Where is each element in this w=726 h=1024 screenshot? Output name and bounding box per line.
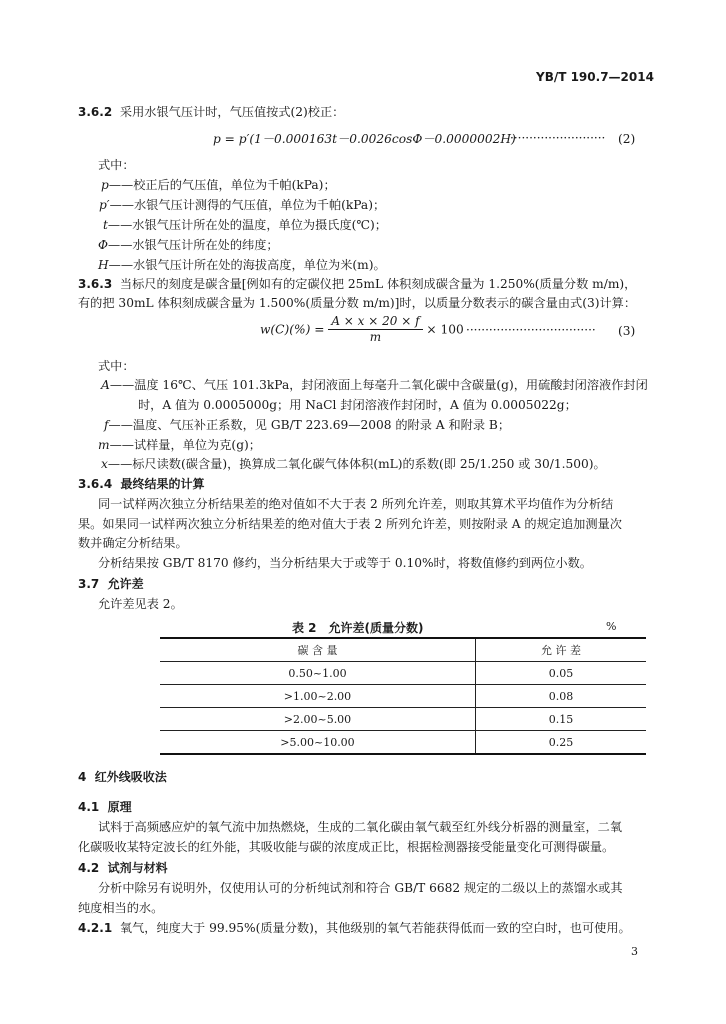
cell-carbon: >5.00~10.00 <box>160 731 475 755</box>
fraction-denominator: m <box>369 330 382 344</box>
definition-symbol: f <box>104 418 109 432</box>
definition-text: ——试样量，单位为克(g)； <box>109 438 261 452</box>
column-header-allowance: 允 许 差 <box>475 638 646 662</box>
table-row <box>160 662 646 685</box>
definition-symbol: p <box>101 178 109 192</box>
definition-symbol: H <box>98 258 109 272</box>
table-row <box>160 708 646 731</box>
definition-text: ——校正后的气压值，单位为千帕(kPa)； <box>108 178 336 192</box>
table-caption: 表 2 允许差(质量分数) <box>292 621 424 635</box>
paragraph-line: 果。如果同一试样两次独立分析结果差的绝对值大于表 2 所列允许差，则按附录 A 的规定追加测量次 <box>78 517 622 531</box>
cell-allowance: 0.15 <box>475 708 646 731</box>
definition-text: ——水银气压计所在处的温度，单位为摄氏度(℃)； <box>107 218 387 232</box>
section-4-2-1 <box>78 920 631 936</box>
section-number: 3.7 <box>78 577 100 591</box>
section-number: 4.1 <box>78 800 100 814</box>
fraction-numerator: A × x × 20 × f <box>328 314 422 330</box>
section-number: 3.6.3 <box>78 277 113 291</box>
section-4-2-heading <box>78 860 168 876</box>
definition-symbol: m <box>98 438 110 452</box>
cell-carbon: >1.00~2.00 <box>160 685 475 708</box>
definition-t <box>103 217 387 233</box>
formula-3 <box>260 314 464 345</box>
page-number: 3 <box>631 945 638 958</box>
definition-text: ——温度、气压补正系数，见 GB/T 223.69—2008 的附录 A 和附录 B； <box>108 418 511 432</box>
definition-text: ——水银气压计所在处的海拔高度，单位为米(m)。 <box>108 258 386 272</box>
section-3-6-3 <box>78 276 636 292</box>
table-row <box>160 731 646 755</box>
cell-allowance: 0.05 <box>475 662 646 685</box>
paragraph-line: 试料于高频感应炉的氧气流中加热燃烧，生成的二氧化碳由氧气载至红外线分析器的测量室，二氧 <box>98 820 623 834</box>
definition-f <box>104 417 510 433</box>
cell-allowance: 0.25 <box>475 731 646 755</box>
section-title: 红外线吸收法 <box>94 770 167 784</box>
formula-2: p = p′(1－0.000163t－0.0026cosΦ－0.0000002H) <box>213 132 516 146</box>
definition-text: ——标尺读数(碳含量)，换算成二氧化碳气体体积(mL)的系数(即 25/1.250 或 30/1.500)。 <box>107 457 606 471</box>
formula-3-leader: ·································· <box>466 323 596 337</box>
paragraph-line: 数并确定分析结果。 <box>78 536 188 550</box>
cell-carbon: 0.50~1.00 <box>160 662 475 685</box>
paragraph-line: 纯度相当的水。 <box>78 901 164 915</box>
formula-3-rhs: × 100 <box>426 322 464 337</box>
definition-text: ——水银气压计测得的气压值，单位为千帕(kPa)； <box>109 198 386 212</box>
section-number: 4.2.1 <box>78 921 113 935</box>
formula-3-lhs: w(C)(%) = <box>260 322 325 337</box>
definition-a-cont: 时，A 值为 0.0005000g；用 NaCl 封闭溶液作封闭时，A 值为 0.0005022g； <box>138 398 577 412</box>
section-text-line2: 有的把 30mL 体积刻成碳含量为 1.500%(质量分数 m/m)]时，以质量分数表示的碳含量由式(3)计算： <box>78 296 637 310</box>
section-text: 氧气，纯度大于 99.95%(质量分数)，其他级别的氧气若能获得低而一致的空白时，也可使用。 <box>119 921 631 935</box>
section-3-6-2 <box>78 104 344 120</box>
formula-3-fraction <box>328 314 422 345</box>
section-4-1-heading <box>78 799 132 815</box>
definition-phi <box>98 237 279 253</box>
paragraph-line: 允许差见表 2。 <box>98 597 183 611</box>
standard-code: YB/T 190.7—2014 <box>536 70 654 84</box>
paragraph-line: 分析结果按 GB/T 8170 修约，当分析结果大于或等于 0.10%时，将数值修约到两位小数。 <box>98 556 592 570</box>
definition-h <box>98 257 386 273</box>
section-number: 3.6.4 <box>78 477 113 491</box>
section-number: 4 <box>78 770 87 784</box>
paragraph-line: 分析中除另有说明外，仅使用认可的分析纯试剂和符合 GB/T 6682 规定的二级以上的蒸馏水或其 <box>98 881 623 895</box>
table-row <box>160 685 646 708</box>
definition-p-prime <box>99 197 385 213</box>
cell-carbon: >2.00~5.00 <box>160 708 475 731</box>
section-title: 允许差 <box>107 577 144 591</box>
definition-m <box>98 437 261 453</box>
table-unit: % <box>606 620 617 633</box>
table-header-row <box>160 638 646 662</box>
where-label: 式中： <box>98 359 135 373</box>
equation-number-3: (3) <box>618 324 636 338</box>
equation-number-2: (2) <box>618 132 636 146</box>
definition-x <box>101 456 606 472</box>
paragraph-line: 同一试样两次独立分析结果差的绝对值如不大于表 2 所列允许差，则取其算术平均值作为分析结 <box>98 497 614 511</box>
definition-symbol: A <box>101 378 110 392</box>
section-title: 最终结果的计算 <box>120 477 205 491</box>
allowance-table <box>160 637 646 755</box>
cell-allowance: 0.08 <box>475 685 646 708</box>
definition-text: ——温度 16℃、气压 101.3kPa，封闭液面上每毫升二氧化碳中含碳量(g)，用硫酸封闭溶液作封闭 <box>109 378 648 392</box>
section-4-heading <box>78 769 167 785</box>
definition-text: ——水银气压计所在处的纬度； <box>108 238 279 252</box>
definition-symbol: t <box>103 218 108 232</box>
section-number: 3.6.2 <box>78 105 113 119</box>
section-number: 4.2 <box>78 861 100 875</box>
section-title: 原理 <box>107 800 132 814</box>
section-3-7-heading <box>78 576 144 592</box>
definition-p <box>101 177 336 193</box>
definition-a <box>101 377 648 393</box>
section-text-line1: 当标尺的刻度是碳含量[例如有的定碳仪把 25mL 体积刻成碳含量为 1.250%(质量分数 m/m)， <box>119 277 637 291</box>
paragraph-line: 化碳吸收某特定波长的红外能，其吸收能与碳的浓度成正比，根据检测器接受能量变化可测得碳量。 <box>78 840 615 854</box>
section-3-6-4-heading <box>78 476 205 492</box>
definition-symbol: p′ <box>99 198 110 212</box>
definition-symbol: Φ <box>98 238 108 252</box>
column-header-carbon: 碳 含 量 <box>160 638 475 662</box>
where-label: 式中： <box>98 158 135 172</box>
definition-symbol: x <box>101 457 108 471</box>
formula-2-leader: ························· <box>510 131 606 145</box>
section-text: 采用水银气压计时，气压值按式(2)校正： <box>119 105 345 119</box>
section-title: 试剂与材料 <box>107 861 168 875</box>
